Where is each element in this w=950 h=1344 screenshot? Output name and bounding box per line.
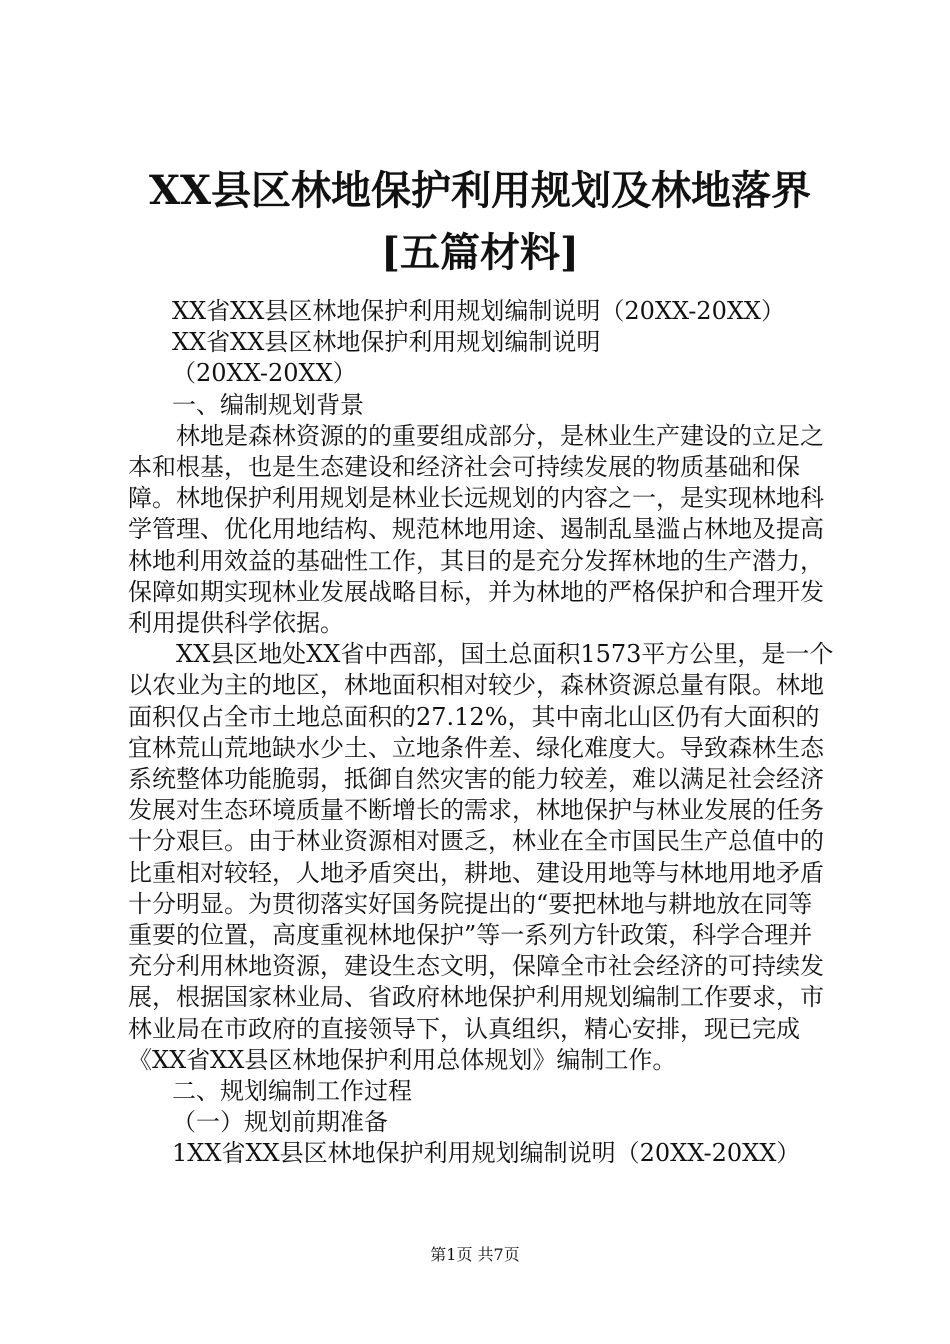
section-heading-2: 二、规划编制工作过程: [172, 1077, 412, 1106]
page-footer: 第1页 共7页: [430, 1245, 520, 1264]
running-reference: 1XX省XX县区林地保护利用规划编制说明（20XX-20XX）: [172, 1139, 801, 1168]
paragraph-1: 林地是森林资源的的重要组成部分，是林业生产建设的立足之本和根基，也是生态建设和经济社会可持续发展的物质基础和保障。林地保护利用规划是林业长远规划的内容之一，是实现林地科学管理、优化用地结构、规范林地用途、遏制乱垦滥占林地及提高林地利用效益的基础性工作，其目的是充分发挥林地的生产潜力，保障如期实现林业发展战略目标，并为林地的严格保护和合理开发利用提供科学依据。: [128, 421, 824, 638]
subsection-heading-1: （一）规划前期准备: [172, 1108, 388, 1137]
document-body: [128, 296, 834, 1170]
subtitle-years: （20XX-20XX）: [172, 359, 357, 388]
document-title: XX县区林地保护利用规划及林地落界[五篇材料]: [148, 167, 812, 276]
subtitle-line-1: XX省XX县区林地保护利用规划编制说明（20XX-20XX）: [172, 297, 786, 325]
subtitle-line-2: XX省XX县区林地保护利用规划编制说明: [172, 328, 601, 357]
paragraph-2: XX县区地处XX省中西部，国土总面积1573平方公里，是一个以农业为主的地区，林地面积相对较少，森林资源总量有限。林地面积仅占全市土地总面积的27.12%，其中南北山区仍有大面积的宜林荒山荒地缺水少土、立地条件差、绿化难度大。导致森林生态系统整体功能脆弱，抵御自然灾害的能力较差，难以满足社会经济发展对生态环境质量不断增长的需求，林地保护与林业发展的任务十分艰巨。由于林业资源相对匮乏，林业在全市国民生产总值中的比重相对较轻，人地矛盾突出，耕地、建设用地等与林地用地矛盾十分明显。为贯彻落实好国务院提出的“要把林地与耕地放在同等重要的位置，高度重视林地保护”等一系列方针政策，科学合理并充分利用林地资源，建设生态文明，保障全市社会经济的可持续发展，根据国家林业局、省政府林地保护利用规划编制工作要求，市林业局在市政府的直接领导下，认真组织，精心安排，现已完成《XX省XX县区林地保护利用总体规划》编制工作。: [128, 640, 834, 1074]
section-heading-1: 一、编制规划背景: [172, 390, 364, 419]
